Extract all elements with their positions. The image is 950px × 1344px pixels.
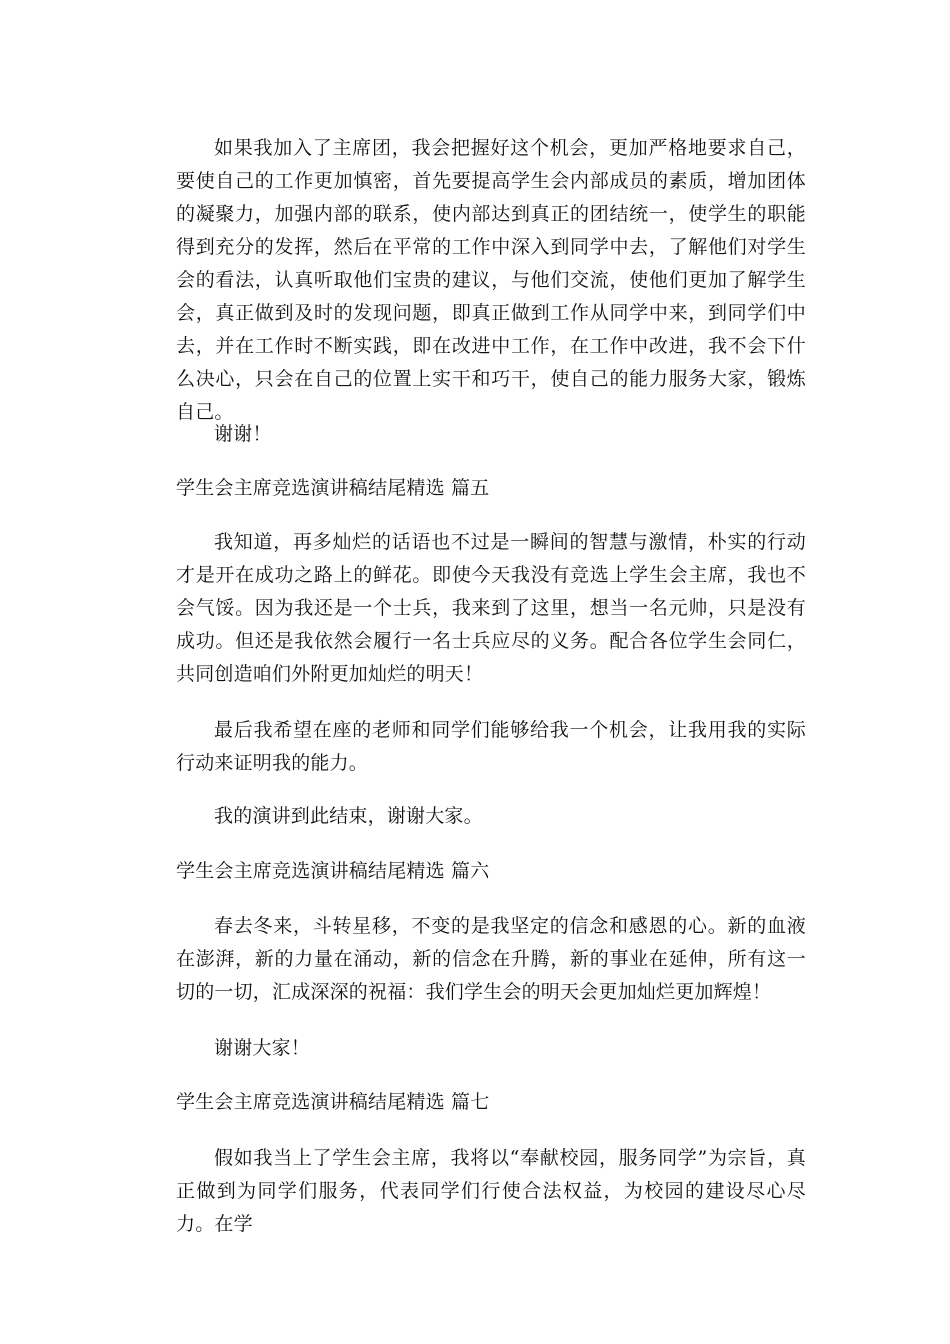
section-heading-5: 学生会主席竞选演讲稿结尾精选 篇五 <box>176 477 490 499</box>
paragraph-actions-flowers: 我知道，再多灿烂的话语也不过是一瞬间的智慧与激情，朴实的行动才是开在成功之路上的鲜花。即使今天我没有竞选上学生会主席，我也不会气馁。因为我还是一个士兵，我来到了这里，想当一名元帅，只是没有成功。但还是我依然会履行一名士兵应尽的义务。配合各位学生会同仁，共同创造咱们外附更加灿烂的明天！ <box>176 531 806 685</box>
paragraph-speech-end: 我的演讲到此结束，谢谢大家。 <box>214 805 483 827</box>
paragraph-if-president: 假如我当上了学生会主席，我将以“奉献校园，服务同学”为宗旨，真正做到为同学们服务，代表同学们行使合法权益，为校园的建设尽心尽力。在学 <box>176 1147 806 1235</box>
paragraph-thanks: 谢谢！ <box>214 423 272 445</box>
paragraph-spring-winter: 春去冬来，斗转星移，不变的是我坚定的信念和感恩的心。新的血液在澎湃，新的力量在涌动，新的信念在升腾，新的事业在延伸，所有这一切的一切，汇成深深的祝福：我们学生会的明天会更加灿烂更加辉煌！ <box>176 915 806 1003</box>
paragraph-thanks-all: 谢谢大家！ <box>214 1037 311 1059</box>
section-heading-7: 学生会主席竞选演讲稿结尾精选 篇七 <box>176 1091 490 1113</box>
section-heading-6: 学生会主席竞选演讲稿结尾精选 篇六 <box>176 860 490 882</box>
paragraph-presidium-plan: 如果我加入了主席团，我会把握好这个机会，更加严格地要求自己，要使自己的工作更加慎密，首先要提高学生会内部成员的素质，增加团体的凝聚力，加强内部的联系，使内部达到真正的团结统一，使学生的职能得到充分的发挥，然后在平常的工作中深入到同学中去，了解他们对学生会的看法，认真听取他们宝贵的建议，与他们交流，使他们更加了解学生会，真正做到及时的发现问题，即真正做到工作从同学中来，到同学们中去，并在工作时不断实践，即在改进中工作，在工作中改进，我不会下什么决心，只会在自己的位置上实干和巧干，使自己的能力服务大家，锻炼自己。 <box>176 137 806 423</box>
paragraph-hope-chance: 最后我希望在座的老师和同学们能够给我一个机会，让我用我的实际行动来证明我的能力。 <box>176 719 806 774</box>
